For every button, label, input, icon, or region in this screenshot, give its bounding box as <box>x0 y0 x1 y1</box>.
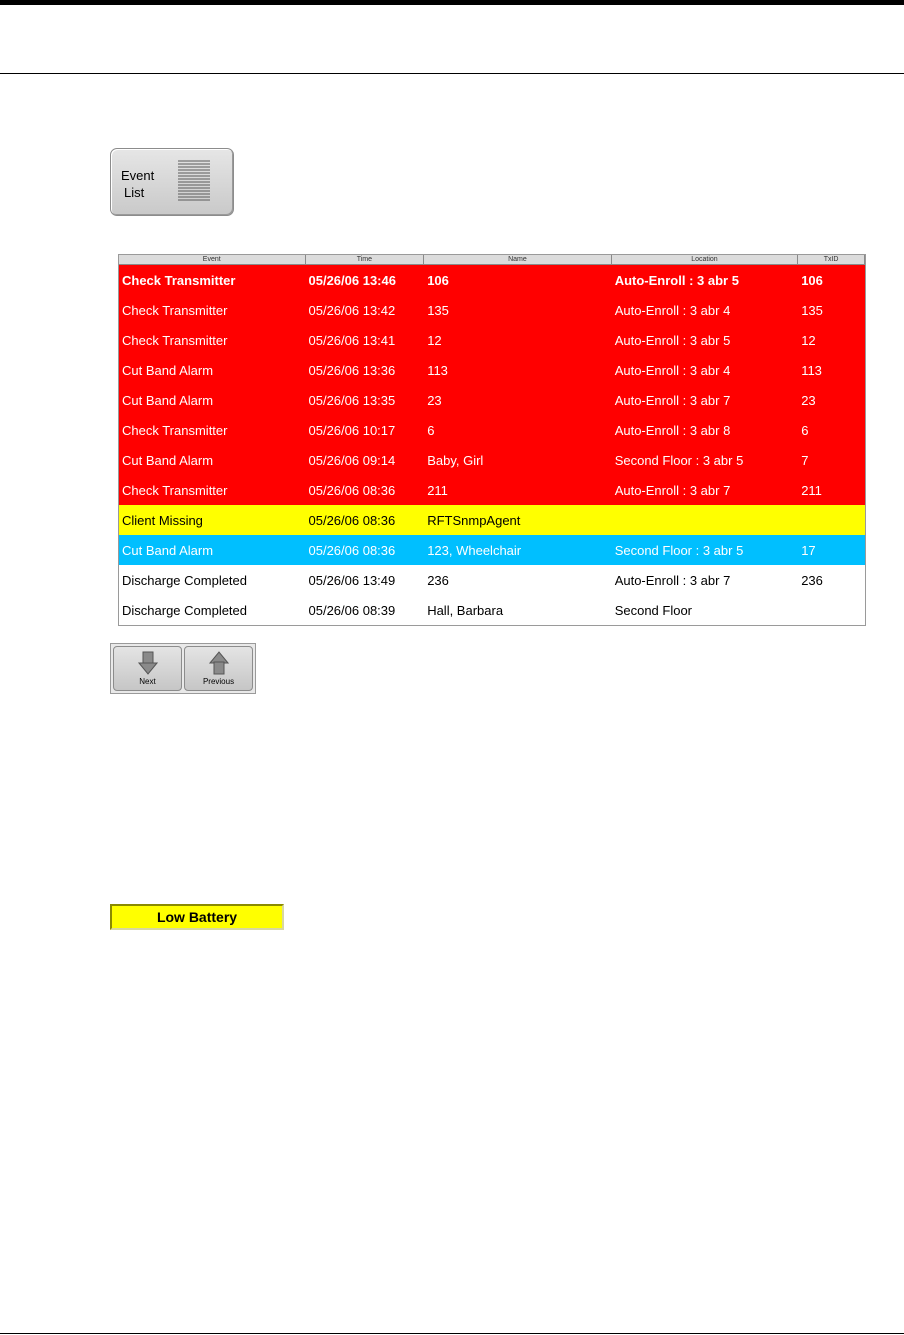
cell-name: Hall, Barbara <box>427 602 504 618</box>
cell-location: Auto-Enroll : 3 abr 7 <box>614 572 731 588</box>
cell-time: 05/26/06 08:36 <box>308 482 396 498</box>
cell-txid: 6 <box>801 422 809 438</box>
table-row[interactable] <box>119 295 865 325</box>
header-rule <box>0 73 904 74</box>
cell-txid: 23 <box>801 392 816 408</box>
cell-name: 106 <box>427 272 449 288</box>
cell-txid: 135 <box>801 302 823 318</box>
cell-txid: 12 <box>801 332 816 348</box>
cell-time: 05/26/06 13:49 <box>308 572 396 588</box>
cell-name: 211 <box>427 482 448 498</box>
column-header-time[interactable]: Time <box>306 255 425 265</box>
cell-event: Cut Band Alarm <box>122 542 214 558</box>
cell-location: Auto-Enroll : 3 abr 8 <box>614 422 731 438</box>
cell-location: Auto-Enroll : 3 abr 7 <box>614 392 731 408</box>
table-row[interactable] <box>119 355 865 385</box>
column-header-name[interactable]: Name <box>424 255 612 265</box>
cell-time: 05/26/06 08:36 <box>308 512 396 528</box>
cell-location: Auto-Enroll : 3 abr 5 <box>614 332 731 348</box>
cell-time: 05/26/06 13:42 <box>308 302 396 318</box>
cell-event: Check Transmitter <box>122 332 228 348</box>
cell-event: Client Missing <box>122 512 203 528</box>
cell-location: Auto-Enroll : 3 abr 7 <box>614 482 731 498</box>
event-list-label-line2: List <box>124 185 145 200</box>
table-row[interactable] <box>119 565 865 595</box>
table-row[interactable] <box>119 535 865 565</box>
cell-name: 236 <box>427 572 449 588</box>
table-row[interactable] <box>119 265 865 295</box>
cell-time: 05/26/06 08:36 <box>308 542 396 558</box>
next-label: Next <box>139 677 156 686</box>
arrow-up-icon <box>209 651 229 675</box>
cell-event: Cut Band Alarm <box>122 392 214 408</box>
cell-location: Auto-Enroll : 3 abr 4 <box>614 362 731 378</box>
cell-txid: 113 <box>801 362 822 378</box>
cell-txid: 17 <box>801 542 816 558</box>
table-row[interactable] <box>119 385 865 415</box>
top-rule <box>0 0 904 5</box>
cell-txid: 211 <box>801 482 822 498</box>
cell-event: Cut Band Alarm <box>122 452 214 468</box>
cell-location: Auto-Enroll : 3 abr 5 <box>614 272 739 288</box>
event-list-button[interactable] <box>110 148 234 216</box>
table-row[interactable] <box>119 505 865 535</box>
cell-event: Check Transmitter <box>122 482 228 498</box>
column-header-txid[interactable]: TxID <box>798 255 865 265</box>
column-header-event[interactable]: Event <box>119 255 306 265</box>
arrow-down-icon <box>138 651 158 675</box>
cell-name: 23 <box>427 392 442 408</box>
event-list-label <box>121 167 165 201</box>
footer-rule <box>0 1333 904 1334</box>
cell-location: Auto-Enroll : 3 abr 4 <box>614 302 731 318</box>
table-header <box>119 255 865 265</box>
cell-time: 05/26/06 13:46 <box>308 272 396 288</box>
cell-time: 05/26/06 08:39 <box>308 602 396 618</box>
low-battery-badge: Low Battery <box>110 904 284 930</box>
cell-location: Second Floor : 3 abr 5 <box>614 452 744 468</box>
table-row[interactable] <box>119 445 865 475</box>
cell-name: Baby, Girl <box>427 452 484 468</box>
cell-event: Check Transmitter <box>122 272 236 288</box>
cell-time: 05/26/06 10:17 <box>308 422 396 438</box>
cell-event: Discharge Completed <box>122 602 248 618</box>
event-list-label-line1: Event <box>121 168 155 183</box>
cell-name: 12 <box>427 332 442 348</box>
cell-txid: 106 <box>801 272 823 288</box>
next-button[interactable] <box>113 646 182 691</box>
cell-time: 05/26/06 09:14 <box>308 452 396 468</box>
cell-event: Cut Band Alarm <box>122 362 214 378</box>
table-row[interactable] <box>119 415 865 445</box>
cell-name: 6 <box>427 422 435 438</box>
cell-time: 05/26/06 13:35 <box>308 392 396 408</box>
column-header-location[interactable]: Location <box>612 255 799 265</box>
cell-location: Second Floor <box>614 602 693 618</box>
cell-event: Check Transmitter <box>122 422 228 438</box>
event-table <box>118 254 866 626</box>
cell-txid: 7 <box>801 452 809 468</box>
cell-time: 05/26/06 13:41 <box>308 332 396 348</box>
cell-event: Discharge Completed <box>122 572 248 588</box>
previous-label: Previous <box>202 677 235 686</box>
cell-time: 05/26/06 13:36 <box>308 362 396 378</box>
cell-event: Check Transmitter <box>122 302 228 318</box>
table-row[interactable] <box>119 475 865 505</box>
table-row[interactable] <box>119 595 865 625</box>
cell-txid: 236 <box>801 572 823 588</box>
cell-location: Second Floor : 3 abr 5 <box>614 542 744 558</box>
cell-name: 123, Wheelchair <box>427 542 522 558</box>
cell-name: 113 <box>427 362 448 378</box>
pager <box>110 643 256 694</box>
table-row[interactable] <box>119 325 865 355</box>
cell-name: RFTSnmpAgent <box>427 512 521 528</box>
previous-button[interactable] <box>184 646 253 691</box>
table-body <box>119 265 865 625</box>
list-lines-icon <box>177 159 211 203</box>
cell-name: 135 <box>427 302 449 318</box>
